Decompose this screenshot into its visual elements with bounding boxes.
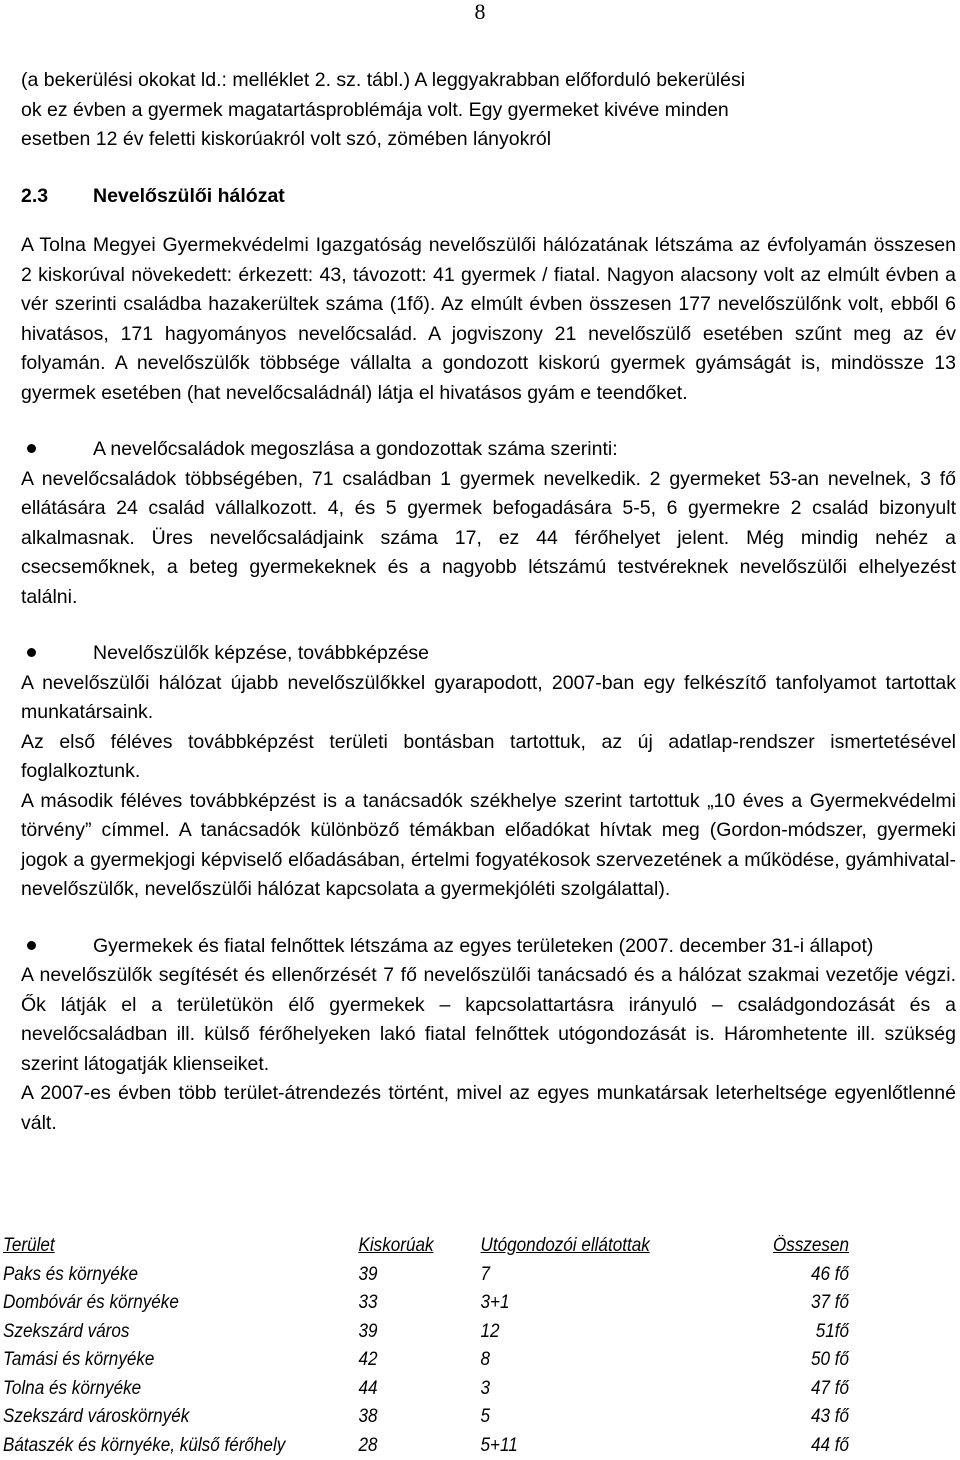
bullet-item-areas: [21, 932, 956, 962]
cell-aftercare: 5: [480, 1406, 491, 1427]
training-paragraph-3: A második féléves továbbképzést is a tanácsadók székhelye szerint tartottuk „10 éves a Gyermekvédelmi törvény” címmel. A tanácsadók különböző témákban előadókat hívtak meg (Gordon-módszer, gyermeki jogok a gyermekjogi képviselő előadásában, értelmi fogyatékosok szervezetének a működése, gyámhivatal-nevelőszülők, nevelőszülői hálózat kapcsolata a gyermekjóléti szolgálattal).: [21, 789, 956, 900]
section-heading: [21, 182, 956, 212]
cell-total: 44 fő: [810, 1434, 849, 1456]
bullet-item-training: [21, 639, 956, 669]
document-body: [21, 66, 956, 1138]
cell-total: 51fő: [815, 1320, 849, 1342]
cell-minors: 28: [358, 1434, 378, 1456]
table-row: [3, 1403, 849, 1432]
table-header-row: [3, 1232, 849, 1261]
cell-aftercare: 12: [480, 1320, 500, 1342]
cell-minors: 39: [358, 1263, 378, 1285]
cell-area: Tamási és környéke: [3, 1349, 155, 1370]
header-total: Összesen: [772, 1235, 849, 1256]
bullet-item-placement: [21, 435, 956, 465]
cell-total: 43 fő: [810, 1406, 849, 1427]
cell-minors: 33: [358, 1292, 378, 1313]
cell-minors: 42: [358, 1349, 378, 1370]
cell-area: Dombóvár és környéke: [3, 1292, 179, 1313]
cell-minors: 38: [358, 1406, 378, 1427]
cell-total: 50 fő: [810, 1349, 849, 1370]
areas-paragraph-2: A 2007-es évben több terület-átrendezés történt, mivel az egyes munkatársak leterheltsége egyenlőtlenné vált.: [21, 1082, 956, 1134]
cell-aftercare: 5+11: [480, 1434, 518, 1456]
cell-minors: 39: [358, 1320, 378, 1342]
cell-aftercare: 7: [480, 1263, 491, 1285]
areas-paragraph-1: A nevelőszülők segítését és ellenőrzését 7 fő nevelőszülői tanácsadó és a hálózat szakmai vezetője végzi. Ők látják el a területükön élő gyermekek – kapcsolattartásra irányuló – családgondozását és a nevelőcsaládban ill. külső férőhelyeken lakó fiatal felnőttek utógondozását is. Háromhetente ill. szükség szerint látogatják klienseiket.: [21, 964, 956, 1075]
cell-area: Paks és környéke: [3, 1263, 138, 1285]
training-paragraph-2: Az első féléves továbbképzést területi bontásban tartottuk, az új adatlap-rendszer ismertetésével foglalkoztunk.: [21, 730, 956, 782]
cell-area: Szekszárd város: [3, 1320, 130, 1342]
intro-line-2: ok ez évben a gyermek magatartásproblémája volt. Egy gyermeket kivéve minden: [21, 98, 729, 121]
intro-line-3: esetben 12 év feletti kiskorúakról volt szó, zömében lányokról: [21, 128, 552, 150]
page-number: 8: [474, 0, 486, 24]
cell-area: Bátaszék és környéke, külső férőhely: [3, 1434, 286, 1456]
bullet-title-training: Nevelőszülők képzése, továbbképzése: [93, 642, 430, 664]
section-title: Nevelőszülői hálózat: [93, 184, 285, 207]
placement-paragraph: A nevelőcsaládok többségében, 71 családban 1 gyermek nevelkedik. 2 gyermeket 53-an nevelnek, 3 fő ellátására 24 család vállalkozott. 4, és 5 gyermek befogadására 5-5, 6 gyermekre 2 család bizonyult alkalmasnak. Üres nevelőcsaládjaink száma 17, ez 44 férőhelyet jelent. Még mindig nehéz a csecsemőknek, a beteg gyermekeknek és a nagyobb létszámú testvéreknek nevelőszülői elhelyezést találni.: [21, 467, 956, 608]
cell-aftercare: 3+1: [480, 1292, 510, 1313]
cell-aftercare: 8: [480, 1349, 491, 1370]
header-area: Terület: [3, 1235, 55, 1256]
table-row: [3, 1346, 849, 1375]
cell-aftercare: 3: [480, 1377, 491, 1399]
bullet-title-placement: A nevelőcsaládok megoszlása a gondozottak száma szerinti:: [93, 438, 618, 460]
header-aftercare: Utógondozói ellátottak: [480, 1235, 650, 1256]
area-table: [3, 1232, 849, 1460]
bullet-title-areas: Gyermekek és fiatal felnőttek létszáma az egyes területeken (2007. december 31-i állapot): [93, 934, 874, 957]
table-row: [3, 1318, 849, 1347]
training-paragraph-1: A nevelőszülői hálózat újabb nevelőszülőkkel gyarapodott, 2007-ban egy felkészítő tanfolyamot tartottak munkatársaink.: [21, 671, 956, 723]
cell-minors: 44: [358, 1377, 378, 1399]
intro-line-1: (a bekerülési okokat ld.: melléklet 2. sz. tábl.) A leggyakrabban előforduló bekerülési: [21, 69, 746, 91]
section-paragraph: A Tolna Megyei Gyermekvédelmi Igazgatóság nevelőszülői hálózatának létszáma az évfolyamán összesen 2 kiskorúval növekedett: érkezett: 43, távozott: 41 gyermek / fiatal. Nagyon alacsony volt az elmúlt évben a vér szerinti családba hazakerültek száma (1fő). Az elmúlt évben összesen 177 nevelőszülőnk volt, ebből 6 hivatásos, 171 hagyományos nevelőcsalád. A jogviszony 21 nevelőszülő esetében szűnt meg az év folyamán. A nevelőszülők többsége vállalta a gondozott kiskorú gyermek gyámságát is, mindössze 13 gyermek esetében (hat nevelőcsaládnál) látja el hivatásos gyám e teendőket.: [21, 234, 956, 404]
table-row: [3, 1432, 849, 1460]
table-row: [3, 1375, 849, 1404]
header-minors: Kiskorúak: [358, 1235, 434, 1256]
cell-area: Tolna és környéke: [3, 1377, 142, 1399]
cell-total: 46 fő: [810, 1263, 849, 1285]
section-number: 2.3: [21, 184, 49, 207]
table-row: [3, 1261, 849, 1290]
cell-area: Szekszárd városkörnyék: [3, 1406, 190, 1427]
cell-total: 47 fő: [810, 1377, 849, 1399]
table-row: [3, 1289, 849, 1318]
cell-total: 37 fő: [810, 1292, 849, 1313]
